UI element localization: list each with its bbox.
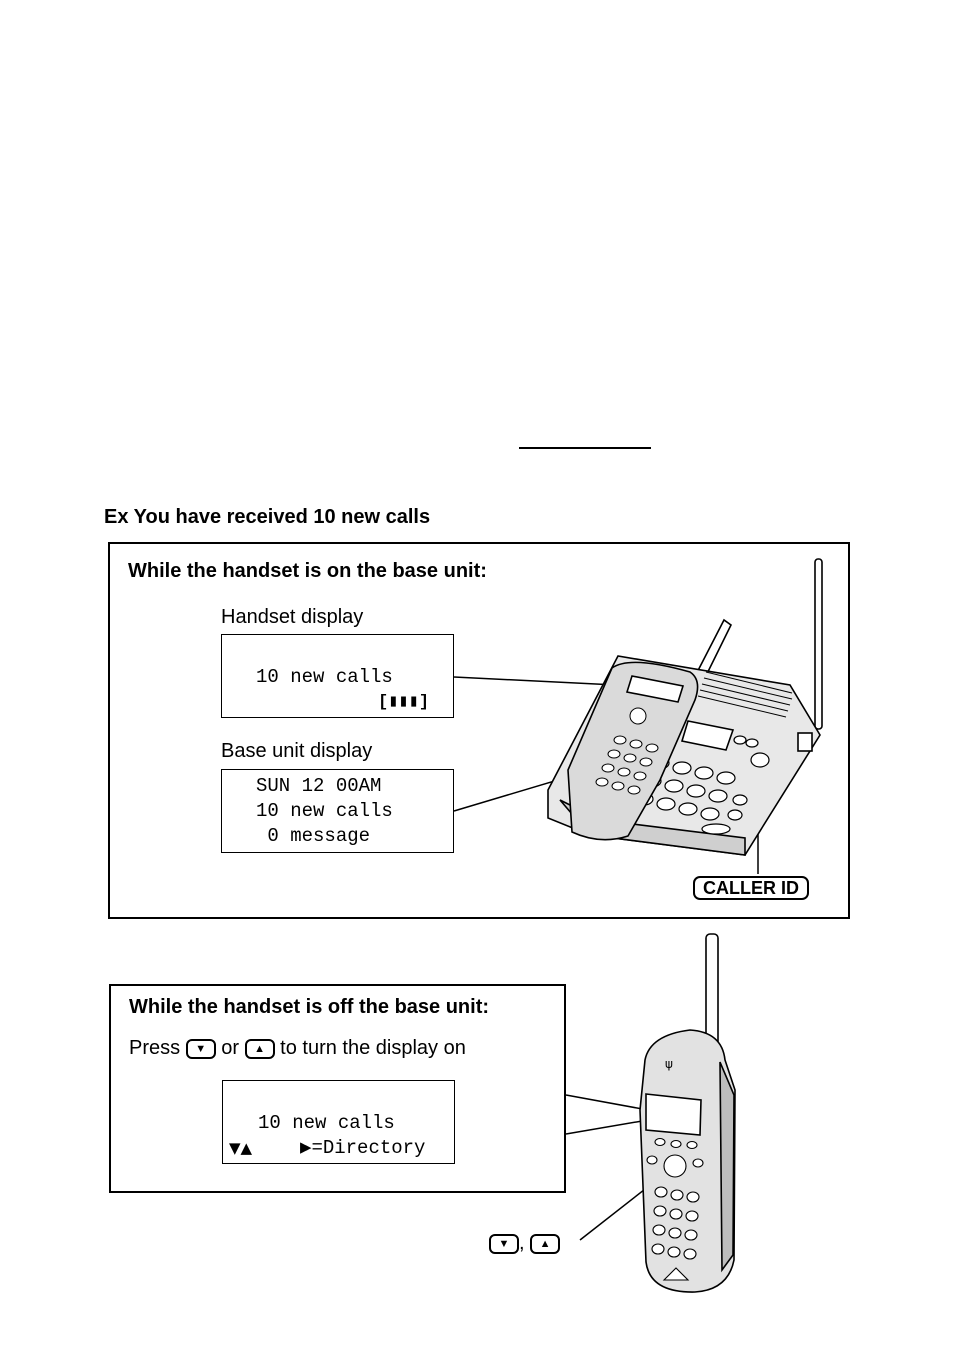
base-display-line: SUN 12 00AM [256,775,382,797]
up-key-icon[interactable]: ▲ [245,1039,275,1059]
base-display-line: 0 message [256,825,371,847]
instruction-prefix: Press [129,1037,181,1059]
cordless-handset-icon [640,934,735,1292]
off-base-heading: While the handset is off the base unit: [129,996,490,1018]
key-separator: , [519,1232,525,1254]
svg-text:ψ: ψ [665,1057,673,1071]
on-base-heading: While the handset is on the base unit: [128,560,487,582]
instruction-suffix: to turn the display on [280,1037,466,1059]
down-key-icon[interactable]: ▼ [186,1039,216,1059]
handset-display-line: 10 new calls [256,666,393,688]
leader-line [566,1120,648,1134]
example-title: Ex You have received 10 new calls [104,506,431,528]
caller-id-button[interactable]: CALLER ID [693,876,809,900]
base-display-label: Base unit display [221,740,373,762]
instruction-or: or [221,1037,240,1059]
handset-display-label: Handset display [221,606,364,628]
directory-hint: ▶=Directory [300,1137,426,1159]
base-display-line: 10 new calls [256,800,393,822]
battery-icon: [▮▮▮] [378,693,430,712]
scroll-arrows-icon: ▼▲ [229,1139,253,1157]
base-unit-phone-icon [548,559,822,855]
leader-line [566,1095,648,1110]
off-base-display-line: 10 new calls [258,1112,395,1134]
up-key-icon[interactable]: ▲ [530,1234,560,1254]
down-key-icon[interactable]: ▼ [489,1234,519,1254]
